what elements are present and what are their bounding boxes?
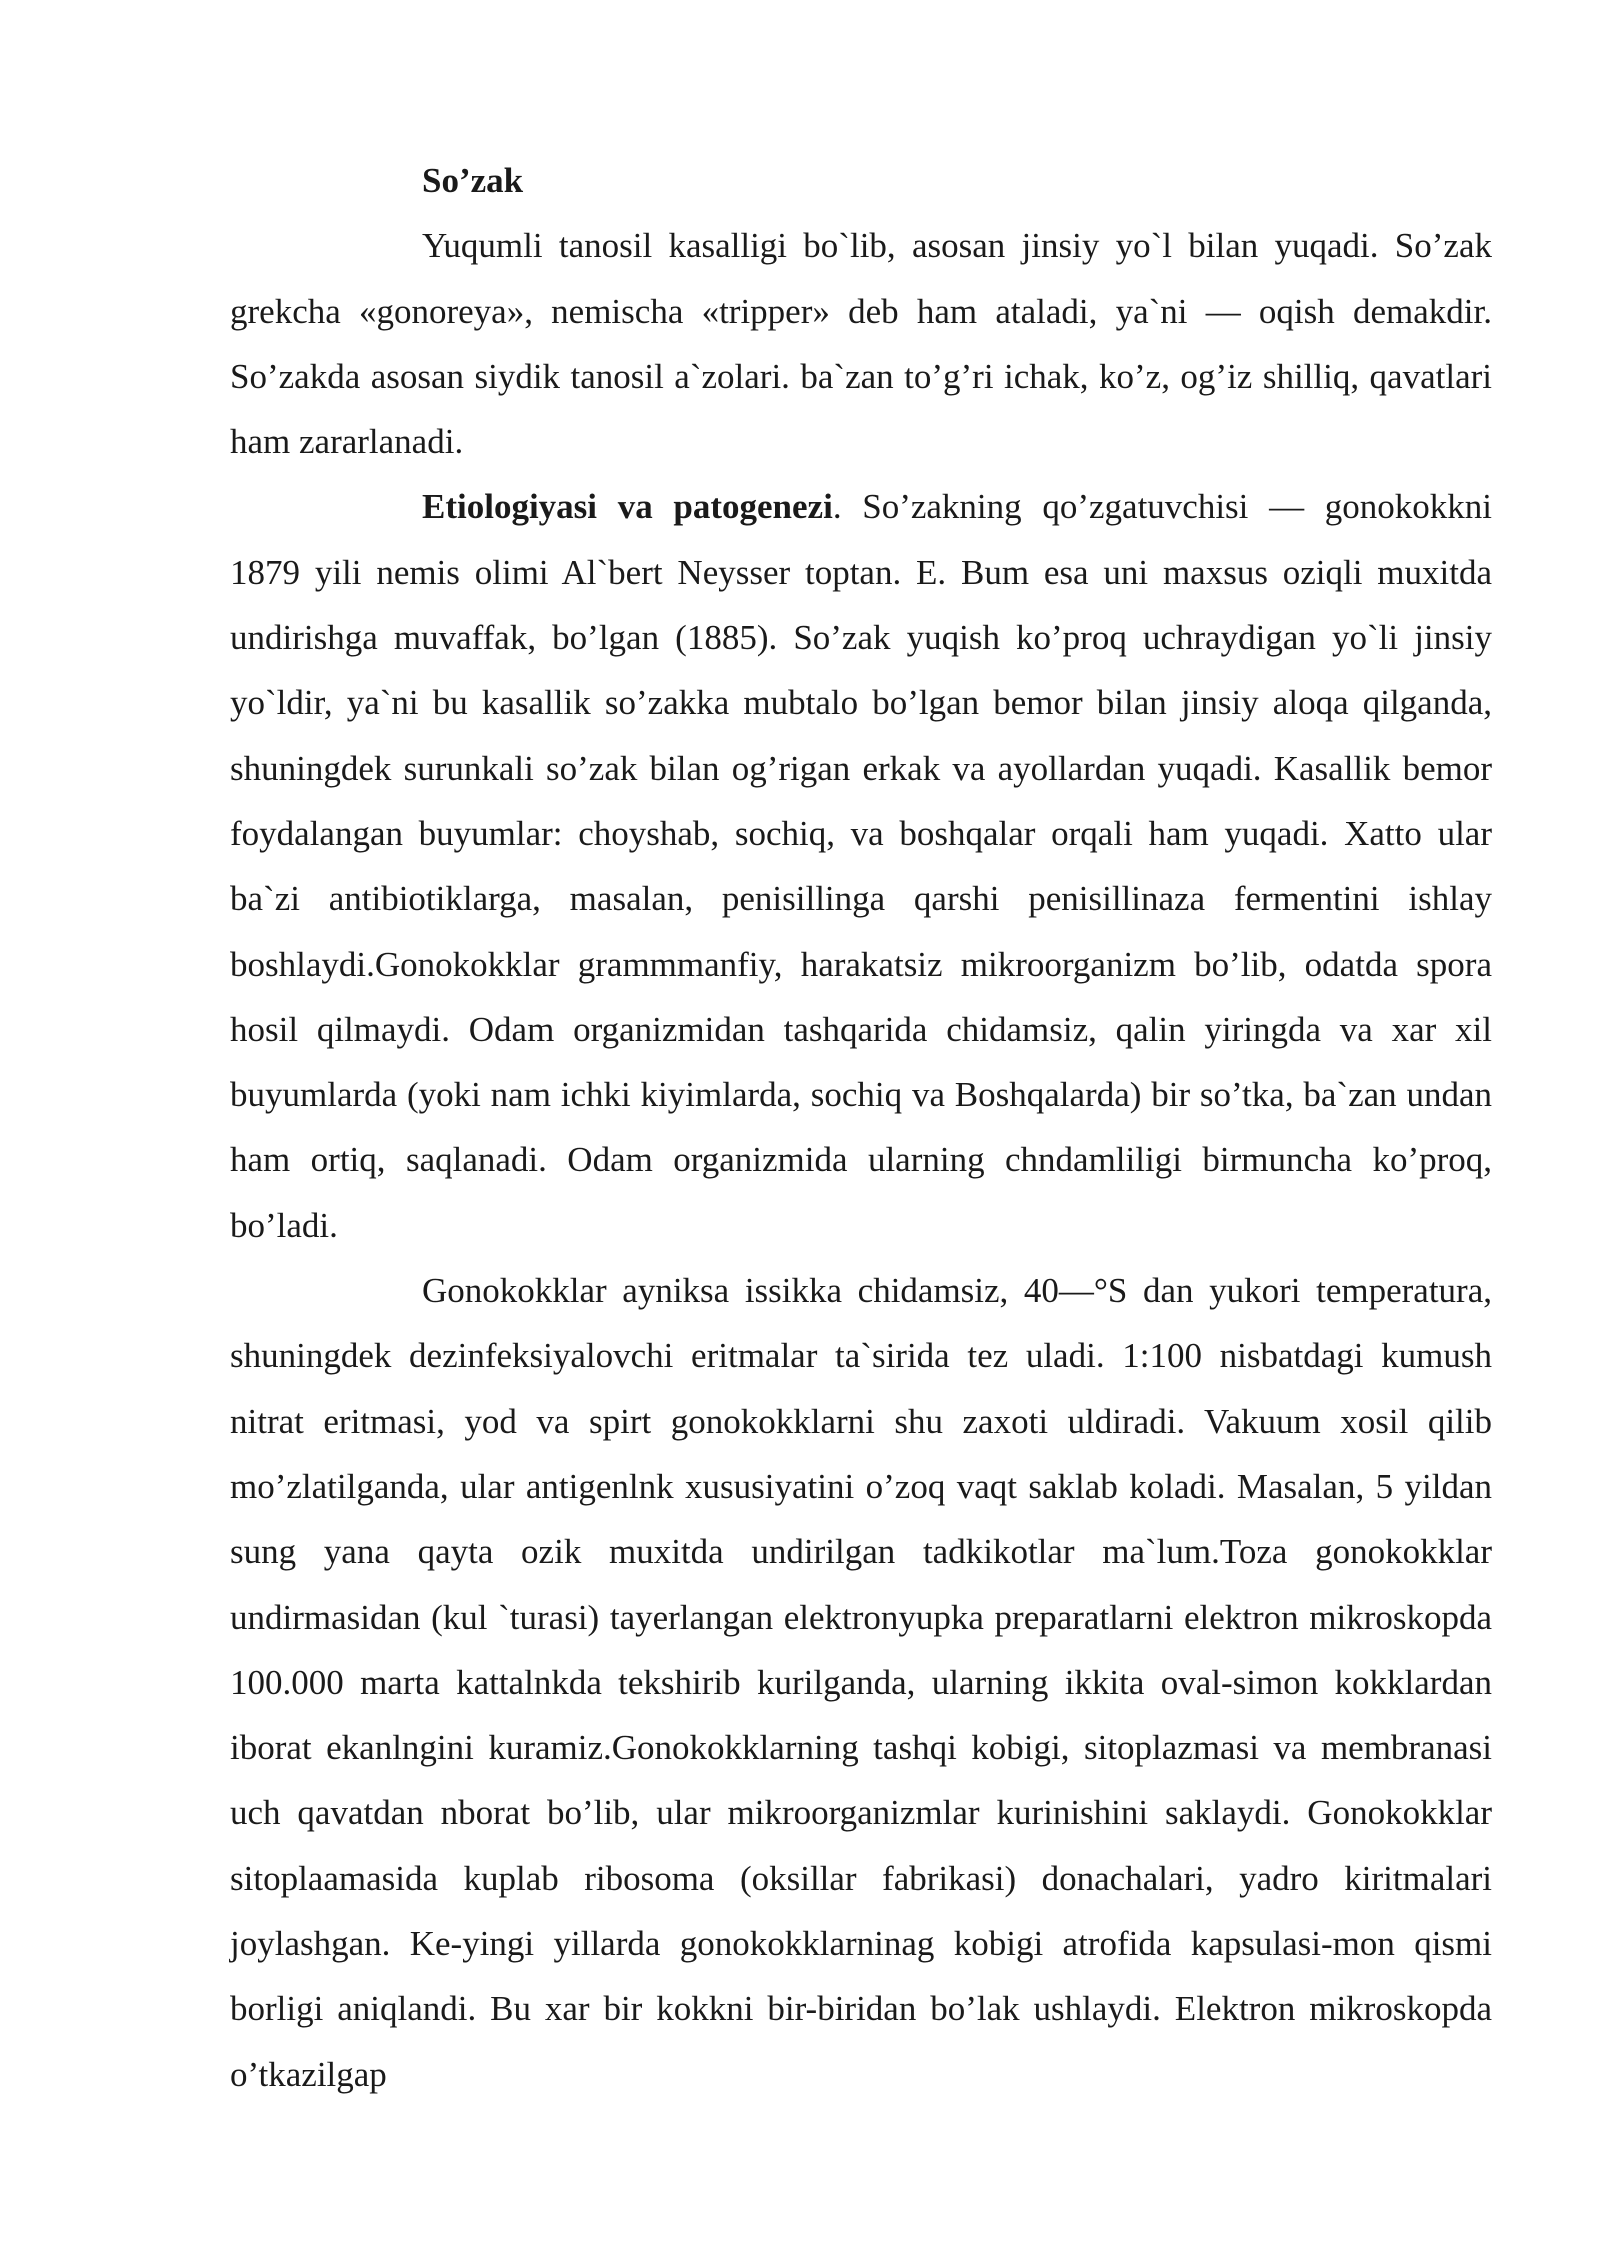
document-body [230, 148, 1492, 2107]
paragraph-intro [230, 213, 1492, 474]
paragraph-gonococci-text: Gonokokklar ayniksa issikka chidamsiz, 40—°S dan yukori temperatura, shuningdek dezinfeksiyalovchi eritmalar ta`sirida tez uladi. 1:100 nisbatdagi kumush nitrat eritmasi, yod va spirt gonokokklarni shu zaxoti uldiradi. Vakuum xosil qilib mo’zlatilganda, ular antigenlnk xususiyatini o’zoq vaqt saklab koladi. Masalan, 5 yildan sung yana qayta ozik muxitda undirilgan tadkikotlar ma`lum.Toza gonokokklar undirmasidan (kul `turasi) tayerlangan elektronyupka preparatlarni elektron mikroskopda 100.000 marta kattalnkda tekshirib kurilganda, ularning ikkita oval-simon kokklardan iborat ekanlngini kuramiz.Gonokokklarning tashqi kobigi, sitoplazmasi va membranasi uch qavatdan nborat bo’lib, ular mikroorganizmlar kurinishini saklaydi. Gonokokklar sitoplaamasida kuplab ribosoma (oksillar fabrikasi) donachalari, yadro kiritmalari joylashgan. Ke-yingi yillarda gonokokklarninag kobigi atrofida kapsulasi-mon qismi borligi aniqlandi. Bu xar bir kokkni bir-biridan bo’lak ushlaydi. Elektron mikroskopda o’tkazilgap [230, 1271, 1492, 2094]
paragraph-intro-text: Yuqumli tanosil kasalligi bo`lib, asosan jinsiy yo`l bilan yuqadi. So’zak grekcha «gonoreya», nemischa «tripper» deb ham ataladi, ya`ni — oqish demakdir. So’zakda asosan siydik tanosil a`zolari. ba`zan to’g’ri ichak, ko’z, og’iz shilliq, qavatlari ham zararlanadi. [230, 226, 1492, 462]
section-heading-etiology: Etiologiyasi va patogenezi [422, 487, 833, 527]
document-title: So’zak [422, 161, 524, 200]
paragraph-gonococci [230, 1258, 1492, 2107]
paragraph-etiology [230, 474, 1492, 1258]
paragraph-etiology-text: . So’zakning qo’zgatuvchisi — gonokokkni 1879 yili nemis olimi Al`bert Neysser toptan. E. Bum esa uni maxsus oziqli muxitda undirishga muvaffak, bo’lgan (1885). So’zak yuqish ko’proq uchraydigan yo`li jinsiy yo`ldir, ya`ni bu kasallik so’zakka mubtalo bo’lgan bemor bilan jinsiy aloqa qilganda, shuningdek surunkali so’zak bilan og’rigan erkak va ayollardan yuqadi. Kasallik bemor foydalangan buyumlar: choyshab, sochiq, va boshqalar orqali ham yuqadi. Xatto ular ba`zi antibiotiklarga, masalan, penisillinga qarshi penisillinaza fermentini ishlay boshlaydi.Gonokokklar grammmanfiy, harakatsiz mikroorganizm bo’lib, odatda spora hosil qilmaydi. Odam organizmidan tashqarida chidamsiz, qalin yiringda va xar xil buyumlarda (yoki nam ichki kiyimlarda, sochiq va Boshqalarda) bir so’tka, ba`zan undan ham ortiq, saqlanadi. Odam organizmida ularning chndamliligi birmuncha ko’proq, bo’ladi. [230, 487, 1492, 1245]
